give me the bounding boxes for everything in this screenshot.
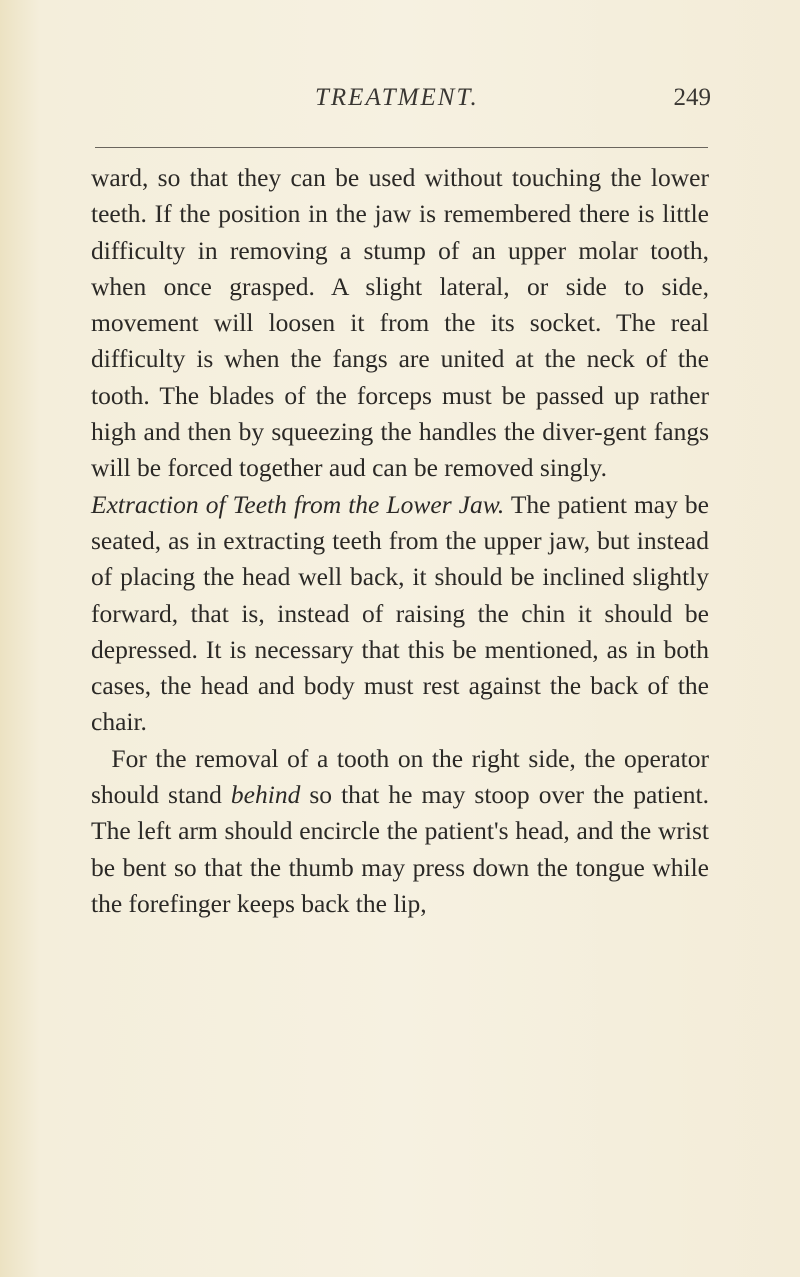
paragraph-1 [91,160,709,487]
paragraph-2-text: The patient may be seated, as in extracting teeth from the upper jaw, but instead of placing the head well back, it should be inclined slightly forward, that is, instead of raising the chin it should be depressed. It is necessary that this be mentioned, as in both cases, the head and body must rest against the back of the chair. [91,489,709,737]
page-number: 249 [673,84,711,111]
paragraph-3-text-before: For the removal of a tooth on the right side, the operator should stand [91,743,709,810]
paragraph-2 [91,487,709,741]
paragraph-3-emphasis: behind [230,780,301,810]
running-title: TREATMENT. [315,84,479,111]
paragraph-3-text-after: so that he may stoop over the patient. The left arm should encircle the patient's head, and the wrist be bent so that the thumb may press down the tongue while the forefinger keeps back the lip, [91,780,709,918]
paragraph-1-text: ward, so that they can be used without touching the lower teeth. If the position in the jaw is remembered there is little difficulty in removing a stump of an upper molar tooth, when once grasped. A slight lateral, or side to side, movement will loosen it from the its socket. The real difficulty is when the fangs are united at the neck of the tooth. The blades of the forceps must be passed up rather high and then by squeezing the handles the diver-gent fangs will be forced together aud can be removed singly. [91,163,709,483]
section-heading-lower-jaw: Extraction of Teeth from the Lower Jaw. [91,489,505,519]
page-header [85,84,715,124]
header-rule [95,147,708,148]
paragraph-3 [91,741,709,922]
body-text [91,160,709,922]
